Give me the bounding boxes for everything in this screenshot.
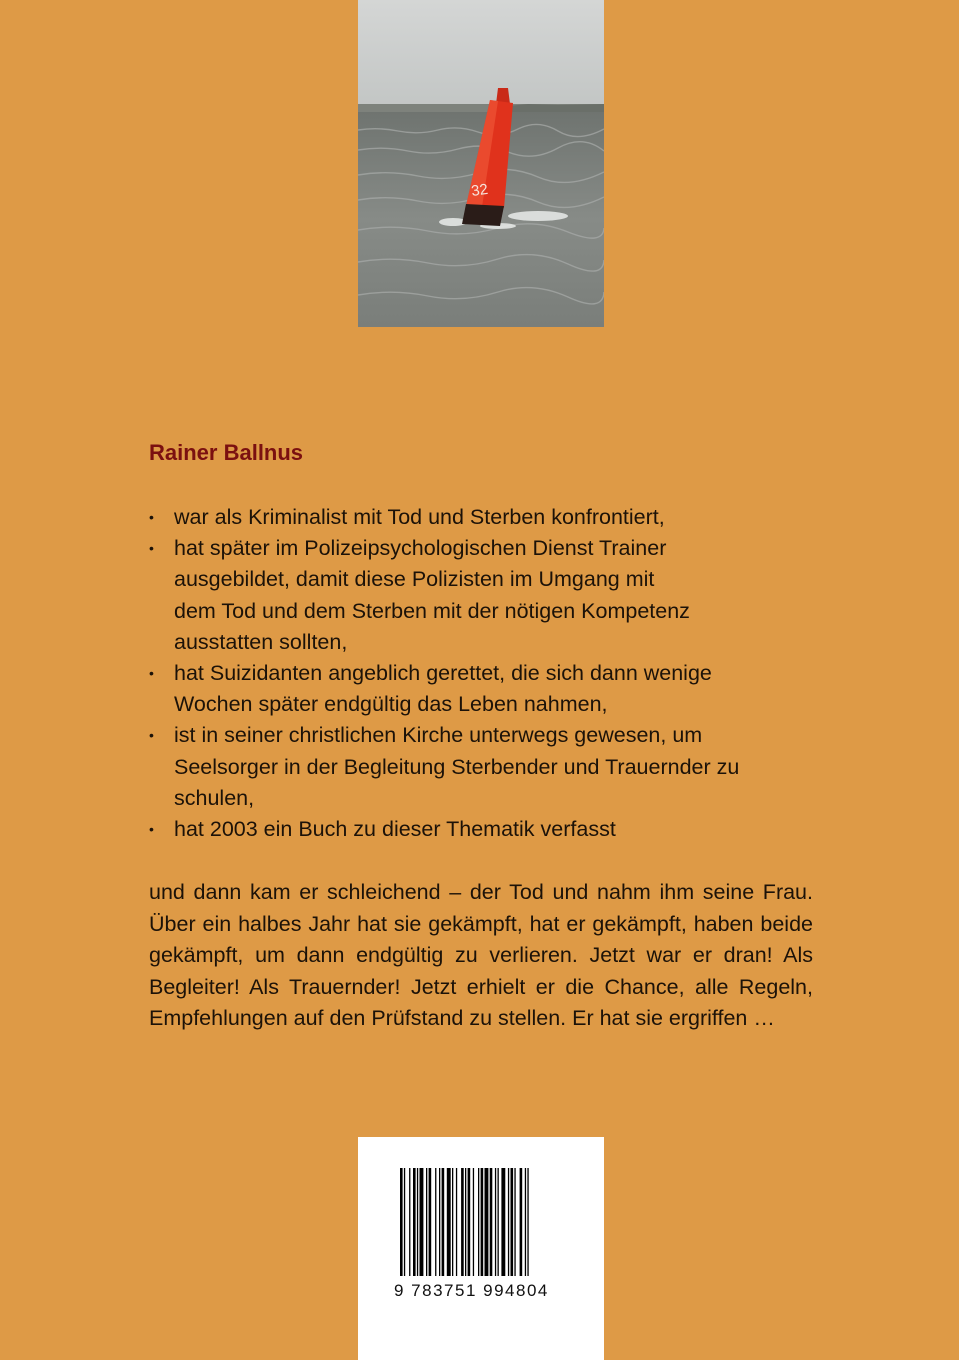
barcode-bar [400,1168,403,1276]
bullet-line: war als Kriminalist mit Tod und Sterben konfrontiert, [174,505,665,529]
barcode-bar [490,1168,493,1276]
buoy-photo [358,0,604,327]
bullet-icon: • [149,727,154,744]
bullet-line: hat Suizidanten angeblich gerettet, die sich dann wenige [174,661,712,686]
barcode-bar [465,1168,466,1276]
barcode-bar [485,1168,489,1276]
barcode-bar [468,1168,471,1276]
barcode-bar [409,1168,410,1276]
bullet-line: ausstatten sollten, [174,629,348,654]
barcode-bar [435,1168,436,1276]
barcode-bar [420,1168,424,1276]
barcode-bar [514,1168,515,1276]
barcode-bar [495,1168,496,1276]
isbn-number: 9 783751 994804 [394,1281,549,1300]
barcode-bar [508,1168,509,1276]
barcode-bar [525,1168,526,1276]
barcode-bar [426,1168,427,1276]
barcode-bar [520,1168,523,1276]
bullet-line: schulen, [174,785,255,810]
bullet-line: Wochen später endgültig das Leben nahmen, [174,692,608,717]
sky [358,0,604,112]
bullet-item [149,814,829,845]
author-name: Rainer Ballnus [149,440,304,465]
barcode-icon [400,1168,560,1280]
bullet-line: Seelsorger in der Begleitung Sterbender und Trauernder zu [174,754,740,779]
barcode-bar [404,1168,405,1276]
barcode-bar [452,1168,453,1276]
bullet-icon: • [149,821,154,838]
barcode-bar [527,1168,528,1276]
barcode-bar [456,1168,457,1276]
bullet-item [149,502,829,533]
barcode-bar [501,1168,505,1276]
bullet-icon: • [149,665,154,682]
barcode-bar [481,1168,484,1276]
bullet-line: hat 2003 ein Buch zu dieser Thematik verfasst [174,817,616,842]
bullet-item [149,658,829,720]
barcode-bar [429,1168,432,1276]
bullet-item [149,720,829,814]
barcode-bar [461,1168,464,1276]
bullet-icon: • [149,540,154,557]
buoy-number: 32 [470,180,490,200]
bullet-line: ist in seiner christlichen Kirche unterwegs gewesen, um [174,723,703,748]
bullet-item [149,533,829,658]
barcode-bar [439,1168,440,1276]
bullet-line: ausgebildet, damit diese Polizisten im Umgang mit [174,567,655,592]
bullet-list [149,502,829,845]
blurb-paragraph: und dann kam er schleichend – der Tod und nahm ihm seine Frau. Über ein halbes Jahr hat sie gekämpft, hat er gekämpft, haben beide gekämpft, um dann endgültig zu verlieren. Jetzt war er dran! Als Begleiter! Als Trauernder! Jetzt erhielt er die Chance, alle Regeln, Empfehlungen auf den Prüfstand zu stellen. Er hat sie ergriffen … [149,880,813,1031]
bullet-line: dem Tod und dem Sterben mit der nötigen Kompetenz [174,598,690,623]
barcode-bar [478,1168,479,1276]
barcode-bar [511,1168,514,1276]
barcode-bar [442,1168,445,1276]
barcode-bar [413,1168,416,1276]
barcode-bar [473,1168,474,1276]
barcode-panel [358,1137,604,1360]
barcode-bar [498,1168,499,1276]
bullet-line: hat später im Polizeipsychologischen Dienst Trainer [174,536,667,561]
bullet-icon: • [149,509,154,525]
barcode-bar [417,1168,418,1276]
barcode-bar [447,1168,451,1276]
